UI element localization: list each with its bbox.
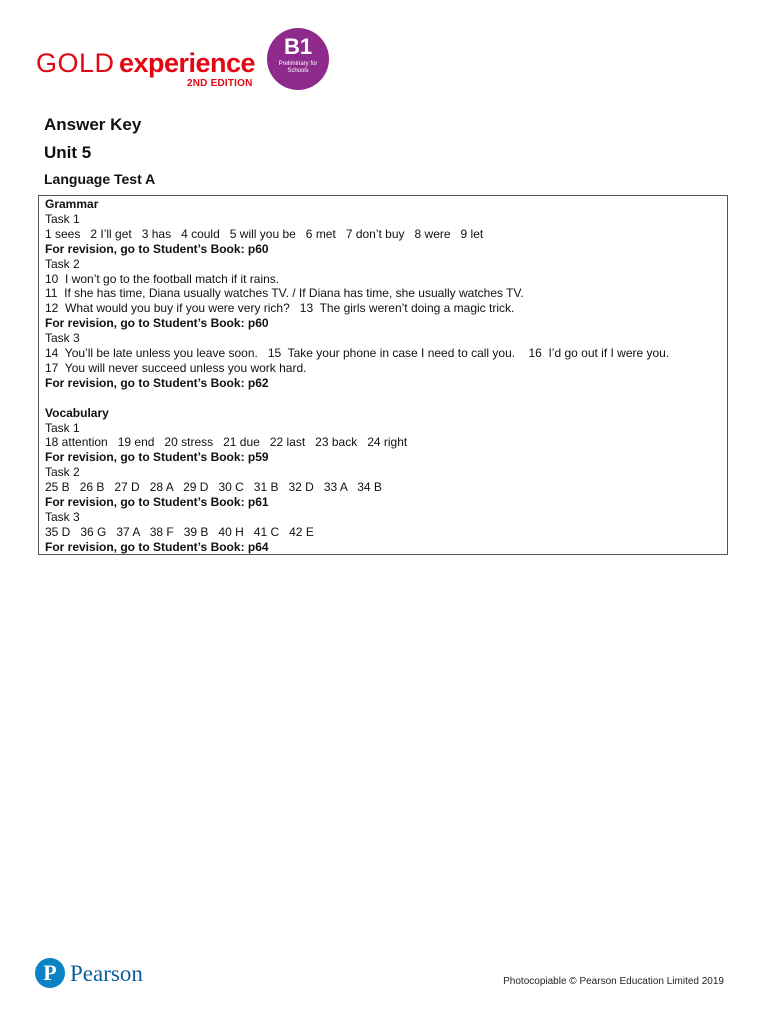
vocabulary-task2-label: Task 2: [45, 465, 80, 480]
grammar-task2-label: Task 2: [45, 256, 80, 271]
logo-edition: 2ND EDITION: [187, 78, 253, 89]
level-badge: [267, 28, 329, 90]
pearson-wordmark: Pearson: [70, 961, 143, 986]
answer-key-box: [38, 195, 728, 555]
section-spacer: [45, 391, 721, 406]
grammar-task3-revision: For revision, go to Student’s Book: p62: [45, 375, 269, 390]
grammar-task3-line: 14 You’ll be late unless you leave soon. 15 Take your phone in case I need to call you. 16 I’d go out if I were you.: [45, 346, 670, 361]
unit-title: Unit 5: [44, 143, 92, 162]
grammar-task1-answers: 1 sees 2 I’ll get 3 has 4 could 5 will you be 6 met 7 don’t buy 8 were 9 let: [45, 226, 484, 241]
vocabulary-task2-revision: For revision, go to Student’s Book: p61: [45, 495, 269, 510]
vocabulary-task1-label: Task 1: [45, 420, 80, 435]
vocabulary-task3-revision: For revision, go to Student’s Book: p64: [45, 539, 269, 554]
grammar-task2-revision: For revision, go to Student’s Book: p60: [45, 316, 269, 331]
vocabulary-task2-answers: 25 B 26 B 27 D 28 A 29 D 30 C 31 B 32 D 33 A 34 B: [45, 480, 382, 495]
grammar-task3-line: 17 You will never succeed unless you work hard.: [45, 360, 307, 375]
pearson-p-icon: P: [35, 958, 65, 988]
gold-experience-logo: [36, 28, 336, 100]
vocabulary-task3-answers: 35 D 36 G 37 A 38 F 39 B 40 H 41 C 42 E: [45, 524, 314, 539]
logo-wordmark: [36, 50, 255, 77]
badge-level: B1: [283, 34, 313, 59]
vocabulary-task1-answers: 18 attention 19 end 20 stress 21 due 22 last 23 back 24 right: [45, 435, 408, 450]
grammar-task2-line: 10 I won’t go to the football match if it rains.: [45, 271, 280, 286]
vocabulary-task1-revision: For revision, go to Student’s Book: p59: [45, 450, 269, 465]
grammar-task1-revision: For revision, go to Student’s Book: p60: [45, 241, 269, 256]
vocabulary-heading: Vocabulary: [45, 405, 109, 420]
grammar-task2-line: 11 If she has time, Diana usually watches TV. / If Diana has time, she usually watches TV.: [45, 286, 524, 301]
grammar-task2-line: 12 What would you buy if you were very rich? 13 The girls weren’t doing a magic trick.: [45, 301, 515, 316]
grammar-heading: Grammar: [45, 197, 99, 211]
page-title: Answer Key: [44, 115, 142, 134]
test-title: Language Test A: [44, 171, 156, 187]
grammar-task3-label: Task 3: [45, 331, 80, 346]
titles: [44, 115, 155, 187]
grammar-task1-label: Task 1: [45, 211, 80, 226]
logo-experience: experience: [118, 48, 256, 78]
badge-subtitle: Preliminary for Schools: [278, 61, 318, 74]
vocabulary-task3-label: Task 3: [45, 510, 80, 525]
pearson-logo: [35, 958, 155, 998]
copyright-notice: Photocopiable © Pearson Education Limited 2019: [503, 976, 724, 987]
logo-gold: GOLD: [36, 48, 115, 78]
